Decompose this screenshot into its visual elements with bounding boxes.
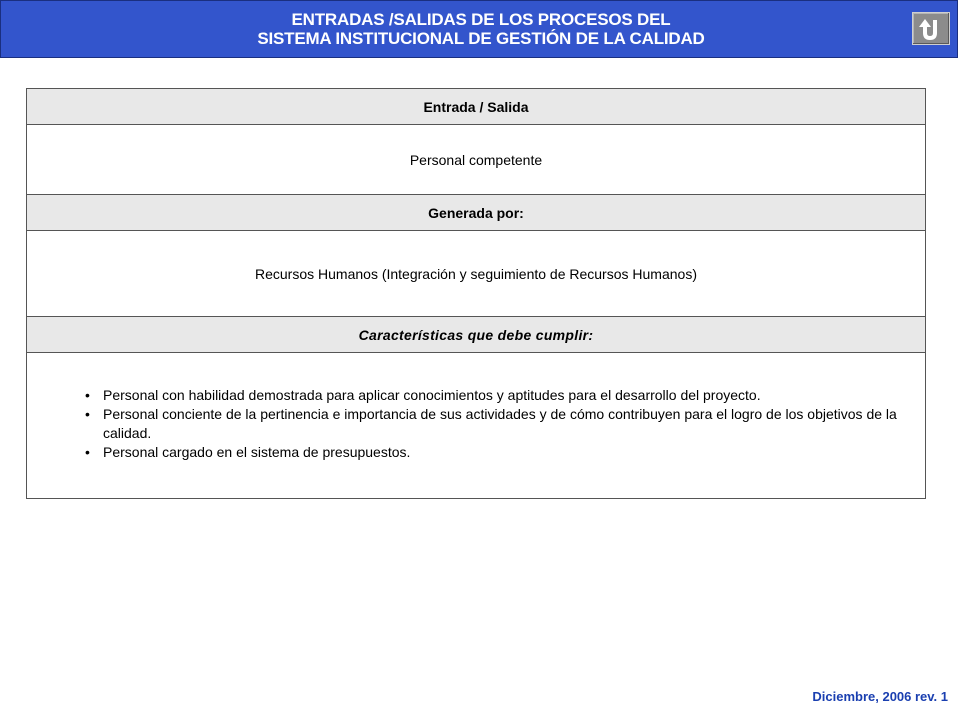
- header-bar: [0, 0, 958, 58]
- section-heading-caracteristicas: Características que debe cumplir:: [27, 317, 925, 353]
- entrada-salida-value: Personal competente: [27, 125, 925, 195]
- process-table: [26, 88, 926, 499]
- page-title: [1, 10, 960, 48]
- back-button[interactable]: [912, 12, 950, 45]
- page-title-line-1: ENTRADAS /SALIDAS DE LOS PROCESOS DEL: [291, 10, 671, 29]
- u-turn-back-arrow-icon: [913, 13, 949, 44]
- list-item: • Personal conciente de la pertinencia e importancia de sus actividades y de cómo contribuyen para el logro de los objetivos de la calidad.: [85, 405, 905, 443]
- section-heading-entrada-salida: Entrada / Salida: [27, 89, 925, 125]
- list-item: • Personal con habilidad demostrada para aplicar conocimientos y aptitudes para el desarrollo del proyecto.: [85, 386, 905, 405]
- generada-por-value: Recursos Humanos (Integración y seguimiento de Recursos Humanos): [27, 231, 925, 317]
- caracteristicas-cell: [27, 353, 925, 498]
- revision-footer: Diciembre, 2006 rev. 1: [812, 689, 948, 704]
- requirements-list: [27, 353, 925, 462]
- page-title-line-2: SISTEMA INSTITUCIONAL DE GESTIÓN DE LA CALIDAD: [257, 29, 705, 48]
- section-heading-generada-por: Generada por:: [27, 195, 925, 231]
- list-item: • Personal cargado en el sistema de presupuestos.: [85, 443, 905, 462]
